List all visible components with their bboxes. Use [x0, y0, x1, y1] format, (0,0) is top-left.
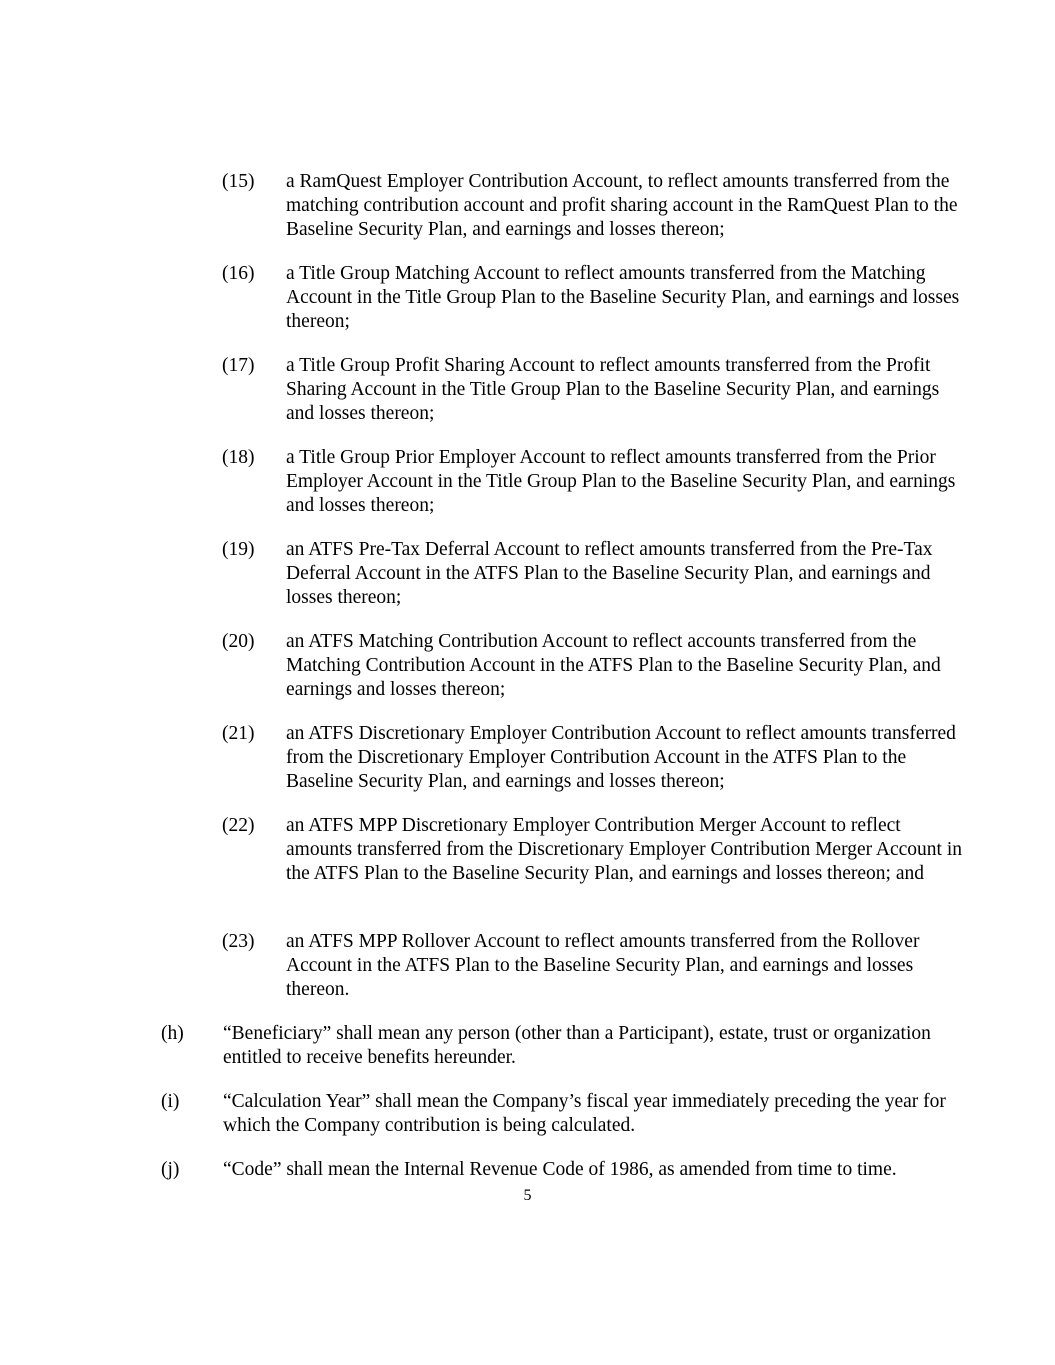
item-number: (19) — [222, 539, 255, 560]
item-text: an ATFS Matching Contribution Account to reflect accounts transferred from the Matching Contribution Account in the ATFS Plan to the Baseline Security Plan, and earnings and losses thereon; — [286, 631, 941, 700]
item-number: (15) — [222, 171, 255, 192]
definition-letter: (i) — [161, 1091, 180, 1112]
definition-text: “Code” shall mean the Internal Revenue Code of 1986, as amended from time to time. — [223, 1159, 897, 1180]
definition-text: “Calculation Year” shall mean the Company’s fiscal year immediately preceding the year for which the Company contribution is being calculated. — [223, 1091, 946, 1136]
item-text: a Title Group Prior Employer Account to reflect amounts transferred from the Prior Employer Account in the Title Group Plan to the Baseline Security Plan, and earnings and losses thereon; — [286, 447, 956, 516]
definition-letter: (h) — [161, 1023, 184, 1044]
item-text: a RamQuest Employer Contribution Account, to reflect amounts transferred from the matching contribution account and profit sharing account in the RamQuest Plan to the Baseline Security Plan, and earnings and losses thereon; — [286, 171, 958, 240]
item-text: an ATFS MPP Discretionary Employer Contribution Merger Account to reflect amounts transferred from the Discretionary Employer Contribution Merger Account in the ATFS Plan to the Baseline Security Plan, and earnings and losses thereon; and — [286, 815, 963, 884]
item-text: an ATFS Discretionary Employer Contribution Account to reflect amounts transferred from the Discretionary Employer Contribution Account in the ATFS Plan to the Baseline Security Plan, and earnings and losses thereon; — [286, 723, 956, 792]
page-number: 5 — [523, 1187, 532, 1204]
definition-letter: (j) — [161, 1159, 180, 1180]
definition-text: “Beneficiary” shall mean any person (other than a Participant), estate, trust or organization entitled to receive benefits hereunder. — [223, 1023, 931, 1068]
item-number: (17) — [222, 355, 255, 376]
item-text: a Title Group Profit Sharing Account to reflect amounts transferred from the Profit Sharing Account in the Title Group Plan to the Baseline Security Plan, and earnings and losses thereon; — [286, 355, 940, 424]
item-number: (22) — [222, 815, 255, 836]
item-number: (23) — [222, 931, 255, 952]
item-number: (16) — [222, 263, 255, 284]
item-text: an ATFS Pre-Tax Deferral Account to reflect amounts transferred from the Pre-Tax Deferral Account in the ATFS Plan to the Baseline Security Plan, and earnings and losses thereon; — [286, 539, 933, 608]
item-text: a Title Group Matching Account to reflect amounts transferred from the Matching Account in the Title Group Plan to the Baseline Security Plan, and earnings and losses thereon; — [286, 263, 960, 332]
item-number: (21) — [222, 723, 255, 744]
item-number: (18) — [222, 447, 255, 468]
item-number: (20) — [222, 631, 255, 652]
item-text: an ATFS MPP Rollover Account to reflect amounts transferred from the Rollover Account in the ATFS Plan to the Baseline Security Plan, and earnings and losses thereon. — [286, 931, 920, 1000]
